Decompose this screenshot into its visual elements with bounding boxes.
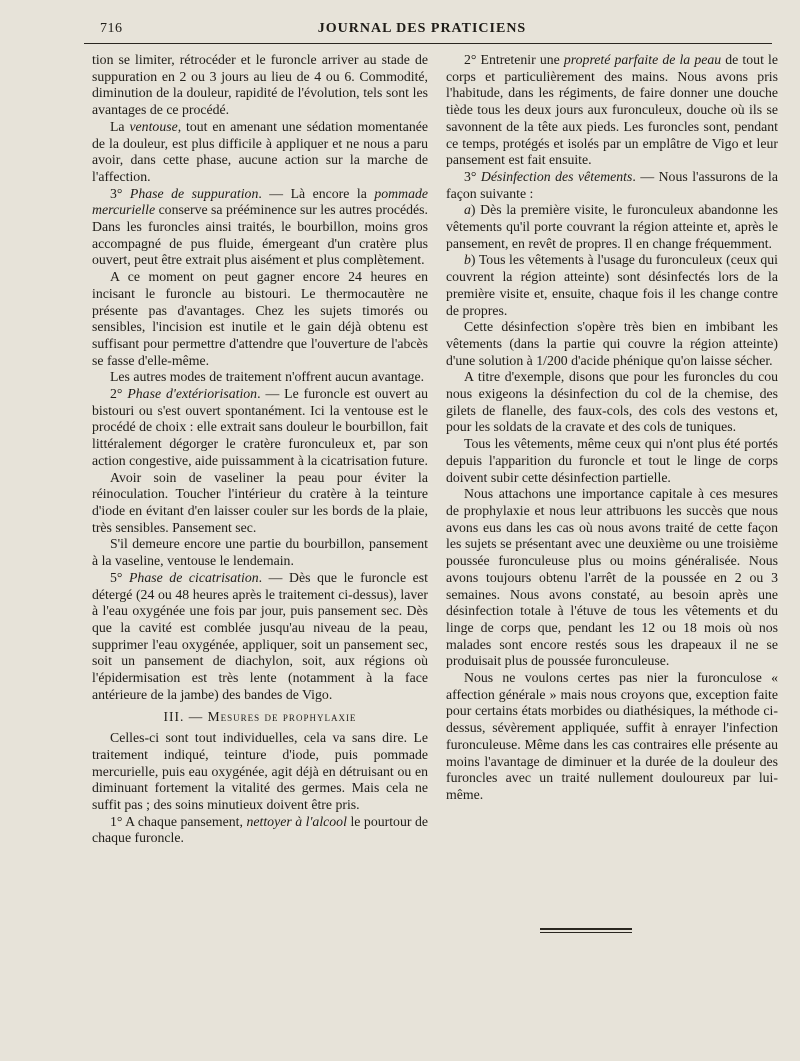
- section-numeral: III.: [163, 709, 185, 725]
- text-run: conserve sa prééminence sur les autres procédés. Dans les furoncles ainsi traités, le bourbillon, moins gros accompagné de pus fluide, émergeant d'un cratère plus ouvert, peut être extrait plus aisément et plus complètement.: [92, 202, 428, 268]
- italic-text: nettoyer à l'alcool: [246, 813, 347, 829]
- paragraph: [446, 169, 778, 202]
- text-run: le pourtour de chaque furoncle.: [92, 813, 428, 846]
- paragraph: [92, 814, 428, 847]
- italic-text: a: [464, 202, 471, 218]
- section-title: Mesures de prophylaxie: [207, 709, 357, 725]
- paragraph: [92, 186, 428, 270]
- text-run: 2° Entretenir une: [464, 52, 564, 67]
- left-paragraphs-after: [92, 730, 428, 847]
- running-head: [72, 14, 772, 42]
- italic-text: ventouse: [129, 118, 178, 134]
- paragraph: Cette désinfection s'opère très bien en imbibant les vêtements (dans la partie qui couvre la région atteinte) d'une solution à 1/200 d'acide phénique qu'on laisse sécher.: [446, 319, 778, 368]
- paragraph: [446, 52, 778, 169]
- italic-text: b: [464, 252, 471, 268]
- paragraph: Avoir soin de vaseliner la peau pour éviter la réinoculation. Toucher l'intérieur du cratère à la teinture d'iode en évitant d'en laisser couler sur les bords de la plaie, très sensibles. Pansement sec.: [92, 469, 428, 535]
- paragraph: [92, 386, 428, 470]
- text-run: 1° A chaque pansement,: [110, 813, 247, 829]
- paragraph: [446, 252, 778, 319]
- end-rule: [540, 928, 632, 933]
- italic-text: Désinfection des vêtements: [480, 168, 633, 184]
- header-rule: [84, 43, 772, 44]
- text-run: 3°: [110, 185, 130, 201]
- paragraph: Celles-ci sont tout individuelles, cela va sans dire. Le traitement indiqué, teinture d'iode, puis pommade mercurielle, puis eau oxygénée, agit déjà en détruisant ou en diminuant fortement la vitalité des germes. Mais cela ne suffit pas ; des soins minutieux doivent être pris.: [92, 730, 428, 812]
- page-number: 716: [100, 21, 123, 36]
- paragraph: [446, 202, 778, 252]
- italic-text: Phase d'extériorisation: [127, 386, 258, 402]
- text-run: . — Dès que le furoncle est détergé (24 ou 48 heures après le traitement ci-dessus), laver à l'eau oxygénée une fois par jour, puis pansement sec. Dès que la cavité est comblée jusqu'au niveau de la peau, supprimer l'eau oxygénée, appliquer, soit un pansement sec, soit un pansement de diachylon, soit, aux régions où l'épidermisation est très lente (notamment à la face antérieure de la jambe) des bandes de Vigo.: [92, 569, 428, 702]
- italic-text: pommade mercurielle: [92, 185, 428, 218]
- text-run: La: [110, 118, 130, 134]
- paragraph: Nous ne voulons certes pas nier la furonculose « affection générale » mais nous croyons que, exception faite pour certains états morbides ou diathésiques, la méthode ci-dessus, sévèrement appliquée, suffit à enrayer l'infection furonculeuse. Même dans les cas contraires elle présente au moins l'avantage de diminuer et la durée de la douleur des furoncles avec un traité nullement douloureux par lui-même.: [446, 670, 778, 802]
- italic-text: Phase de cicatrisation: [129, 569, 259, 585]
- section-heading: III. — Mesures de prophylaxie: [163, 709, 357, 725]
- text-run: 5°: [110, 569, 129, 585]
- paragraph: Les autres modes de traitement n'offrent aucun avantage.: [110, 369, 425, 385]
- paragraph: Tous les vêtements, même ceux qui n'ont plus été portés depuis l'apparition du furoncle et tout le linge de corps doivent subir cette désinfection partielle.: [446, 436, 778, 485]
- text-run: . — Nous l'assurons de la façon suivante :: [446, 168, 778, 201]
- text-run: 2°: [110, 386, 128, 402]
- right-column: [446, 52, 778, 804]
- text-run: ) Dès la première visite, le furonculeux abandonne les vêtements qu'il porte couvrant la région atteinte et, après le pansement, en revêt de propres. Il en change fréquemment.: [446, 202, 778, 251]
- paragraph: tion se limiter, rétrocéder et le furoncle arriver au stade de suppuration en 2 ou 3 jours au lieu de 4 ou 6. Commodité, diminution de la douleur, rapidité de l'évolution, tels sont les avantages de ce procédé.: [92, 52, 428, 118]
- italic-text: Phase de suppuration: [129, 185, 259, 201]
- journal-title: JOURNAL DES PRATICIENS: [317, 21, 527, 36]
- left-column: [92, 52, 428, 847]
- paragraph: A ce moment on peut gagner encore 24 heures en incisant le furoncle au bistouri. Le thermocautère ne présente pas d'avantages. Chez les sujets timorés ou sensibles, l'incision est inutile et le gain déjà obtenu est suffisant pour permettre d'attendre que l'ouverture de l'abcès se fasse d'elle-même.: [92, 269, 428, 368]
- text-run: , tout en amenant une sédation momentanée de la douleur, est plus difficile à appliquer et ne nous a paru avoir, dans cette phase, aucune action sur la marche de l'affection.: [92, 118, 428, 184]
- paragraph: [92, 570, 428, 704]
- left-paragraphs: [92, 52, 428, 703]
- text-run: . — Là encore la: [258, 185, 375, 201]
- paragraph: S'il demeure encore une partie du bourbillon, pansement à la vaseline, ventouse le lendemain.: [92, 536, 428, 569]
- paragraph: A titre d'exemple, disons que pour les furoncles du cou nous exigeons la désinfection du col de la chemise, des gilets de flanelle, des faux-cols, des cols des vestons et, pour les soldats de la cravate et des cols de tuniques.: [446, 369, 778, 435]
- italic-text: propreté parfaite de la peau: [563, 52, 722, 67]
- paragraph: Nous attachons une importance capitale à ces mesures de prophylaxie et nous leur attribuons les succès que nous avons eus dans les cas où nous avons traité de cette façon les sujets se présentant avec une deuxième ou une troisième poussée furonculeuse plus ou moins généralisée. Nous avons toujours obtenu l'arrêt de la poussée en 2 ou 3 semaines. Nous avons constaté, au besoin après une désinfection totale à l'étuve de tous les vêtements et du linge de corps que, pendant les 12 ou 18 mois où nos malades sont encore restés sous les drapeaux il ne se produisait plus de poussée furonculeuse.: [446, 486, 778, 669]
- text-run: de tout le corps et particulièrement des mains. Nous avons pris l'habitude, dans les régiments, de faire donner une douche tiède tous les deux jours aux furonculeux, douche où ils se savonnent de la tête aux pieds. Les furoncles sont, pendant ce temps, protégés et isolés par un emplâtre de Vigo et leur pansement est fait ensuite.: [446, 52, 778, 168]
- text-run: . — Le furoncle est ouvert au bistouri ou s'est ouvert spontanément. Ici la ventouse est le procédé de choix : elle extrait sans douleur le bourbillon, fait littéralement dégorger le cratère furonculeux et, par son action congestive, aide puissamment à la cicatrisation future.: [92, 386, 428, 468]
- paragraph: [92, 119, 428, 186]
- text-run: ) Tous les vêtements à l'usage du furonculeux (ceux qui couvrent la région atteinte) sont désinfectés lors de la première visite et, ensuite, chaque fois il les change contre de propres.: [446, 252, 778, 318]
- text-run: 3°: [464, 168, 481, 184]
- right-paragraphs: [446, 52, 778, 804]
